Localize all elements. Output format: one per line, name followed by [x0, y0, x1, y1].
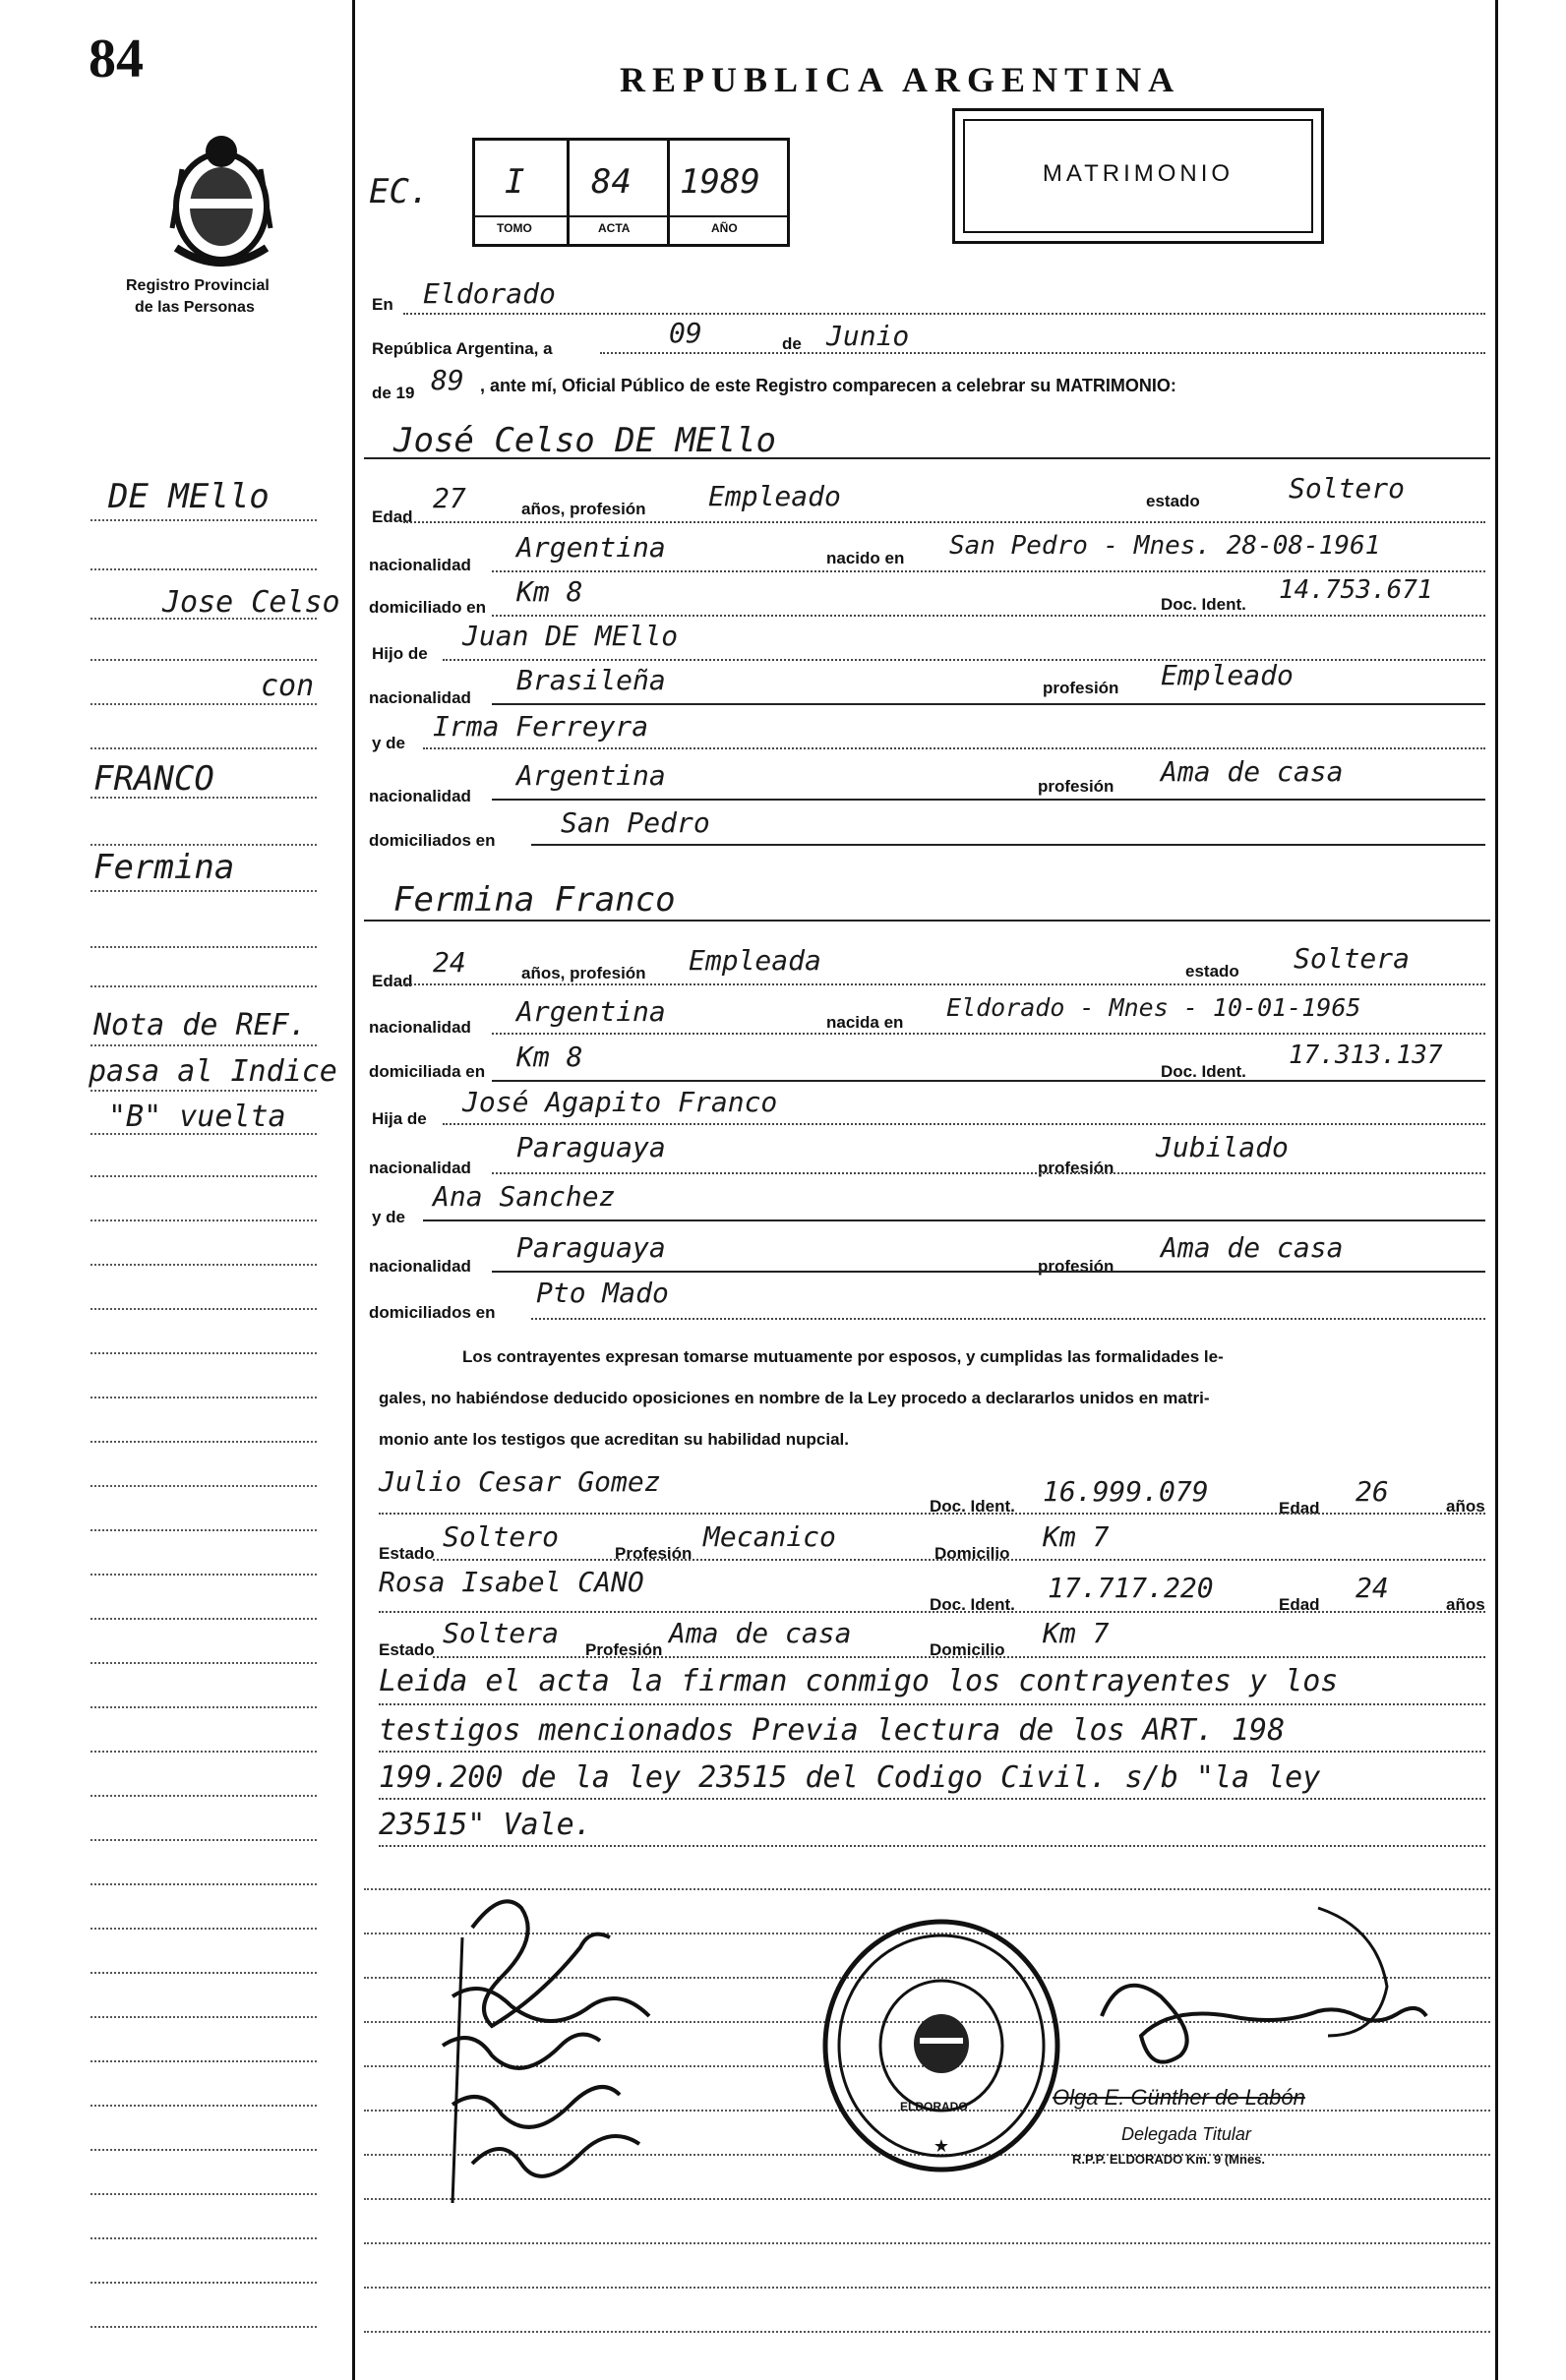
- nacida-en-label: nacida en: [826, 1013, 904, 1032]
- closing-line: testigos mencionados Previa lectura de los ART. 198: [379, 1713, 1286, 1748]
- nacionalidad-label: nacionalidad: [369, 1257, 471, 1276]
- groom-name: José Celso DE MEllo: [393, 421, 776, 460]
- margin-rule: [90, 844, 317, 846]
- profesion-label: profesión: [1038, 1159, 1114, 1177]
- city-value: Eldorado: [423, 277, 556, 310]
- domicilio-label: Domicilio: [934, 1544, 1010, 1563]
- margin-rule: [90, 1044, 317, 1046]
- margin-rule: [90, 1795, 317, 1797]
- right-border-rule: [1495, 0, 1498, 2380]
- margin-rule: [90, 1441, 317, 1443]
- row-line: [423, 747, 1485, 749]
- svg-text:★: ★: [933, 2136, 950, 2156]
- doc-ident-label: Doc. Ident.: [930, 1497, 1015, 1516]
- margin-rule: [90, 2060, 317, 2062]
- groom-mother-nationality: Argentina: [516, 759, 666, 792]
- groom-mother: Irma Ferreyra: [433, 710, 649, 743]
- date-line: [600, 352, 1485, 354]
- margin-rule: [90, 1352, 317, 1354]
- margin-rule: [90, 797, 317, 799]
- profesion-cap-label: Profesión: [585, 1640, 663, 1659]
- nacionalidad-label: nacionalidad: [369, 688, 471, 707]
- declaration-line: Los contrayentes expresan tomarse mutuamente por esposos, y cumplidas las formalidades le-: [462, 1347, 1224, 1366]
- margin-note: Nota de REF.: [93, 1008, 307, 1042]
- y-de-label: y de: [372, 734, 406, 752]
- acta-value: 84: [591, 162, 632, 202]
- domiciliados-en-label: domiciliados en: [369, 1303, 496, 1322]
- domiciliada-en-label: domiciliada en: [369, 1062, 486, 1081]
- witness1-domicile: Km 7: [1043, 1520, 1110, 1553]
- anos-label: años: [1446, 1497, 1485, 1516]
- groom-age: 27: [433, 482, 466, 514]
- margin-rule: [90, 1397, 317, 1398]
- doc-type-label: MATRIMONIO: [1042, 160, 1235, 187]
- groom-father: Juan DE MEllo: [462, 620, 679, 652]
- acta-label: ACTA: [598, 221, 631, 235]
- estado-label: estado: [1146, 492, 1200, 510]
- edad-label: Edad: [372, 972, 413, 990]
- margin-rule: [90, 519, 317, 521]
- groom-parents-residence: San Pedro: [561, 806, 710, 839]
- city-line: [403, 313, 1485, 315]
- row-line: [379, 1703, 1485, 1705]
- signature-rule: [364, 2287, 1490, 2289]
- margin-rule: [90, 747, 317, 749]
- official-seal: [821, 1918, 1062, 2173]
- row-line: [443, 659, 1485, 661]
- groom-father-nationality: Brasileña: [516, 664, 666, 696]
- year-prefix-label: de 19: [372, 384, 415, 402]
- margin-rule: [90, 2326, 317, 2328]
- margin-rule: [90, 890, 317, 892]
- row-line: [379, 1845, 1485, 1847]
- left-column-rule: [352, 0, 355, 2380]
- margin-rule: [90, 568, 317, 570]
- row-line: [443, 1123, 1485, 1125]
- officer-title: Delegada Titular: [1121, 2124, 1251, 2144]
- signature-rule: [364, 2331, 1490, 2333]
- seal-city: ELDORADO: [900, 2100, 968, 2113]
- margin-rule: [90, 1618, 317, 1620]
- witness2-name: Rosa Isabel CANO: [379, 1566, 644, 1598]
- row-line: [492, 615, 1485, 617]
- row-line: [433, 1559, 1485, 1561]
- row-line: [433, 1656, 1485, 1658]
- margin-note: FRANCO: [93, 759, 214, 799]
- officer-signature-icon: [1082, 1888, 1476, 2085]
- de-label: de: [782, 334, 802, 353]
- margin-rule: [90, 2105, 317, 2107]
- row-line: [492, 1033, 1485, 1035]
- doc-ident-label: Doc. Ident.: [1161, 1062, 1246, 1081]
- row-line: [531, 844, 1485, 846]
- anos-profesion-label: años, profesión: [521, 500, 646, 518]
- edad-cap-label: Edad: [1279, 1595, 1320, 1614]
- witness1-doc: 16.999.079: [1043, 1475, 1209, 1508]
- margin-note: "B" vuelta: [108, 1100, 286, 1134]
- margin-rule: [90, 985, 317, 987]
- margin-rule: [90, 2193, 317, 2195]
- witness2-age: 24: [1355, 1572, 1389, 1604]
- nacido-en-label: nacido en: [826, 549, 905, 567]
- bride-name-line: [364, 920, 1490, 922]
- row-line: [492, 1080, 1485, 1082]
- domicilio-label: Domicilio: [930, 1640, 1005, 1659]
- republic-label: República Argentina, a: [372, 339, 553, 358]
- statement-text: , ante mí, Oficial Público de este Registro comparecen a celebrar su MATRIMONIO:: [480, 376, 1176, 395]
- bride-father: José Agapito Franco: [462, 1086, 778, 1118]
- domiciliado-en-label: domiciliado en: [369, 598, 487, 617]
- closing-line: 23515" Vale.: [379, 1808, 592, 1842]
- margin-rule: [90, 1175, 317, 1177]
- doc-type-box: [952, 108, 1324, 244]
- margin-rule: [90, 1928, 317, 1930]
- profesion-cap-label: Profesión: [615, 1544, 693, 1563]
- estado-label: estado: [1185, 962, 1239, 981]
- margin-rule: [90, 1090, 317, 1092]
- witness2-profession: Ama de casa: [669, 1617, 852, 1649]
- row-line: [492, 703, 1485, 705]
- row-line: [423, 1220, 1485, 1221]
- groom-profession: Empleado: [708, 480, 841, 512]
- bride-civil-state: Soltera: [1294, 942, 1411, 975]
- signatures-scribble-icon: [413, 1869, 708, 2223]
- estado-cap-label: Estado: [379, 1640, 435, 1659]
- edad-cap-label: Edad: [1279, 1499, 1320, 1517]
- groom-name-line: [364, 457, 1490, 459]
- bride-name: Fermina Franco: [393, 880, 676, 920]
- hijo-de-label: Hijo de: [372, 644, 428, 663]
- margin-rule: [90, 1706, 317, 1708]
- margin-rule: [90, 2016, 317, 2018]
- row-line: [531, 1318, 1485, 1320]
- row-line: [403, 521, 1485, 523]
- row-line: [492, 799, 1485, 801]
- witness2-state: Soltera: [443, 1617, 560, 1649]
- margin-rule: [90, 2282, 317, 2284]
- margin-note: pasa al Indice: [89, 1054, 337, 1089]
- bride-father-profession: Jubilado: [1156, 1131, 1289, 1163]
- margin-rule: [90, 703, 317, 705]
- bride-mother-profession: Ama de casa: [1161, 1231, 1344, 1264]
- month-value: Junio: [826, 320, 910, 352]
- ano-label: AÑO: [711, 221, 738, 235]
- groom-nationality: Argentina: [516, 531, 666, 564]
- doc-ident-label: Doc. Ident.: [930, 1595, 1015, 1614]
- nacionalidad-label: nacionalidad: [369, 1159, 471, 1177]
- row-line: [492, 1172, 1485, 1174]
- year-value: 89: [431, 364, 464, 396]
- profesion-label: profesión: [1038, 1257, 1114, 1276]
- witness1-age: 26: [1355, 1475, 1389, 1508]
- groom-father-profession: Empleado: [1161, 659, 1294, 691]
- witness2-doc: 17.717.220: [1048, 1572, 1214, 1604]
- nacionalidad-label: nacionalidad: [369, 787, 471, 805]
- y-de-label: y de: [372, 1208, 406, 1226]
- bride-father-nationality: Paraguaya: [516, 1131, 666, 1163]
- closing-line: 199.200 de la ley 23515 del Codigo Civil. s/b "la ley: [379, 1760, 1321, 1795]
- declaration-line: monio ante los testigos que acreditan su habilidad nupcial.: [379, 1430, 849, 1449]
- row-line: [403, 983, 1485, 985]
- officer-office: R.P.P. ELDORADO Km. 9 (Mnes.: [1072, 2152, 1266, 2167]
- anos-profesion-label: años, profesión: [521, 964, 646, 982]
- bride-parents-residence: Pto Mado: [536, 1277, 669, 1309]
- witness1-profession: Mecanico: [703, 1520, 836, 1553]
- groom-birthplace: San Pedro - Mnes. 28-08-1961: [949, 531, 1381, 561]
- row-line: [379, 1751, 1485, 1753]
- groom-civil-state: Soltero: [1289, 472, 1406, 505]
- margin-rule: [90, 2237, 317, 2239]
- doc-ident-label: Doc. Ident.: [1161, 595, 1246, 614]
- margin-rule: [90, 1883, 317, 1885]
- estado-cap-label: Estado: [379, 1544, 435, 1563]
- margin-rule: [90, 1264, 317, 1266]
- en-label: En: [372, 295, 393, 314]
- bride-residence: Km 8: [516, 1041, 583, 1073]
- edad-label: Edad: [372, 507, 413, 526]
- margin-rule: [90, 946, 317, 948]
- bride-profession: Empleada: [689, 944, 821, 977]
- row-line: [379, 1798, 1485, 1800]
- anos-label: años: [1446, 1595, 1485, 1614]
- margin-rule: [90, 1220, 317, 1221]
- ano-value: 1989: [680, 162, 760, 202]
- tomo-value: I: [505, 162, 525, 202]
- bride-mother-nationality: Paraguaya: [516, 1231, 666, 1264]
- witness1-name: Julio Cesar Gomez: [379, 1465, 661, 1498]
- margin-rule: [90, 1308, 317, 1310]
- margin-rule: [90, 659, 317, 661]
- bride-nationality: Argentina: [516, 995, 666, 1028]
- bride-birthplace: Eldorado - Mnes - 10-01-1965: [946, 993, 1361, 1022]
- margin-note: con: [261, 669, 315, 703]
- nacionalidad-label: nacionalidad: [369, 556, 471, 574]
- margin-rule: [90, 1485, 317, 1487]
- groom-residence: Km 8: [516, 575, 583, 608]
- ec-note: EC.: [369, 172, 430, 211]
- tomo-acta-ano-box: [472, 138, 790, 247]
- registry-label-line2: de las Personas: [135, 299, 255, 316]
- margin-rule: [90, 1972, 317, 1974]
- margin-note: DE MEllo: [108, 477, 270, 516]
- groom-mother-profession: Ama de casa: [1161, 755, 1344, 788]
- bride-mother: Ana Sanchez: [433, 1180, 616, 1213]
- margin-rule: [90, 618, 317, 620]
- margin-rule: [90, 2149, 317, 2151]
- registry-label-line1: Registro Provincial: [126, 277, 270, 294]
- witness2-domicile: Km 7: [1043, 1617, 1110, 1649]
- country-title: REPUBLICA ARGENTINA: [620, 60, 1181, 99]
- margin-rule: [90, 1529, 317, 1531]
- margin-rule: [90, 1751, 317, 1753]
- margin-rule: [90, 1574, 317, 1576]
- page-number: 84: [89, 29, 144, 89]
- row-line: [379, 1513, 1485, 1515]
- witness1-state: Soltero: [443, 1520, 560, 1553]
- margin-rule: [90, 1839, 317, 1841]
- margin-rule: [90, 1662, 317, 1664]
- signature-rule: [364, 2242, 1490, 2244]
- profesion-label: profesión: [1038, 777, 1114, 796]
- row-line: [492, 1271, 1485, 1273]
- row-line: [492, 570, 1485, 572]
- hija-de-label: Hija de: [372, 1109, 427, 1128]
- day-value: 09: [669, 317, 702, 349]
- bride-doc-ident: 17.313.137: [1289, 1041, 1443, 1070]
- margin-rule: [90, 1133, 317, 1135]
- nacionalidad-label: nacionalidad: [369, 1018, 471, 1037]
- closing-line: Leida el acta la firman conmigo los contrayentes y los: [379, 1664, 1339, 1698]
- bride-age: 24: [433, 946, 466, 979]
- declaration-line: gales, no habiéndose deducido oposiciones en nombre de la Ley procedo a declararlos unidos en matri-: [379, 1389, 1210, 1407]
- margin-note: Fermina: [93, 848, 235, 887]
- coat-of-arms-icon: [162, 130, 280, 268]
- groom-doc-ident: 14.753.671: [1279, 575, 1433, 605]
- domiciliados-en-label: domiciliados en: [369, 831, 496, 850]
- officer-name: Olga E. Günther de Labón: [1053, 2085, 1305, 2110]
- tomo-label: TOMO: [497, 221, 532, 235]
- profesion-label: profesión: [1043, 679, 1119, 697]
- margin-note: Jose Celso: [162, 585, 340, 620]
- row-line: [379, 1611, 1485, 1613]
